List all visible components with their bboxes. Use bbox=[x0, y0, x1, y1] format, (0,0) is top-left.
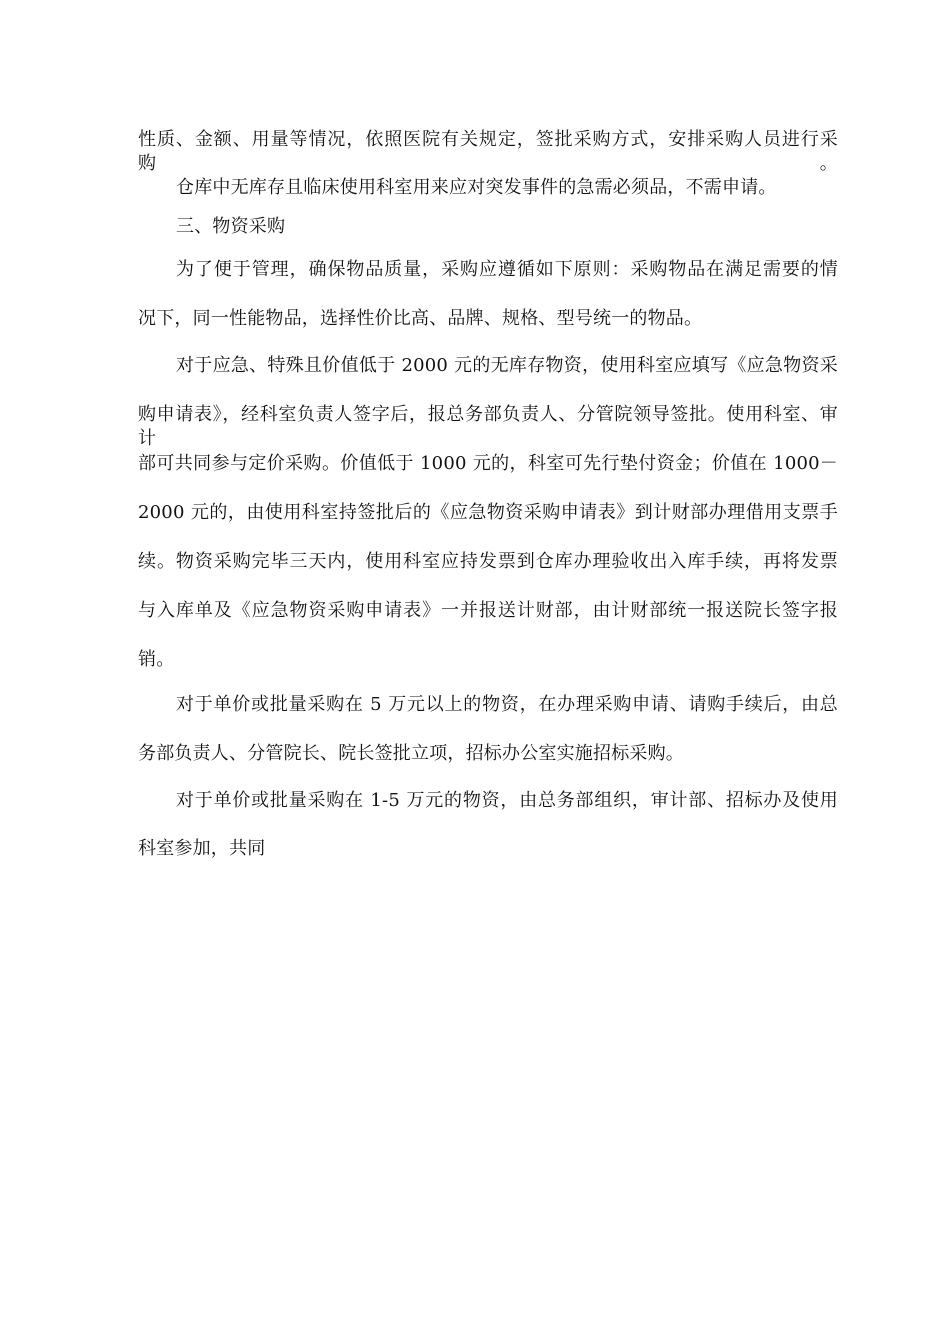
text-line: 对于应急、特殊且价值低于 2000 元的无库存物资，使用科室应填写《应急物资采 bbox=[176, 355, 838, 376]
text-line: 购申请表》，经科室负责人签字后，报总务部负责人、分管院领导签批。使用科室、审计 bbox=[138, 404, 838, 449]
text-line: 况下，同一性能物品，选择性价比高、品牌、规格、型号统一的物品。 bbox=[138, 308, 703, 329]
text-line: 销。 bbox=[138, 649, 175, 670]
section-heading: 三、物资采购 bbox=[176, 216, 286, 237]
text-line: 与入库单及《应急物资采购申请表》一并报送计财部，由计财部统一报送院长签字报 bbox=[138, 600, 838, 621]
text-line: 续。物资采购完毕三天内，使用科室应持发票到仓库办理验收出入库手续，再将发票 bbox=[138, 551, 838, 572]
text-line: 部可共同参与定价采购。价值低于 1000 元的，科室可先行垫付资金；价值在 1000－ bbox=[138, 453, 838, 474]
text-line: 科室参加，共同 bbox=[138, 838, 266, 859]
text-line: 仓库中无库存且临床使用科室用来应对突发事件的急需必须品，不需申请。 bbox=[176, 177, 777, 198]
text-line: 务部负责人、分管院长、院长签批立项，招标办公室实施招标采购。 bbox=[138, 743, 684, 764]
text-line: 为了便于管理，确保物品质量，采购应遵循如下原则：采购物品在满足需要的情 bbox=[176, 259, 838, 280]
text-line: 对于单价或批量采购在 1-5 万元的物资，由总务部组织，审计部、招标办及使用 bbox=[176, 790, 838, 811]
text-line: 2000 元的，由使用科室持签批后的《应急物资采购申请表》到计财部办理借用支票手 bbox=[138, 502, 838, 523]
text-line: 对于单价或批量采购在 5 万元以上的物资，在办理采购申请、请购手续后，由总 bbox=[176, 694, 838, 715]
text-line: 性质、金额、用量等情况，依照医院有关规定，签批采购方式，安排采购人员进行采购。 bbox=[138, 129, 838, 174]
